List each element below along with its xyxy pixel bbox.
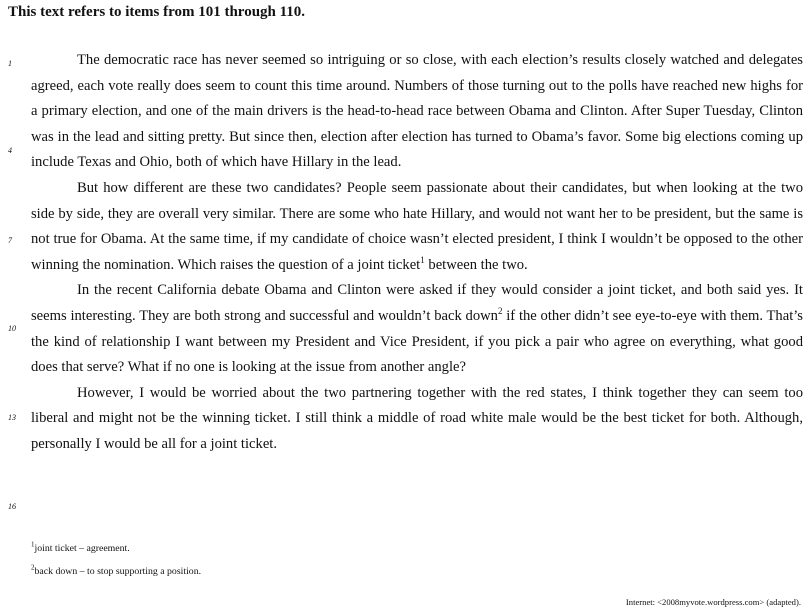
line-number: 1 (8, 59, 12, 68)
article-body (31, 48, 803, 458)
line-number: 16 (8, 502, 16, 511)
paragraph-4: However, I would be worried about the two partnering together with the red states, I think together they can seem too liberal and might not be the winning ticket. I still think a middle of road white male would be the best ticket for both. Although, personally I would be all for a joint ticket. (31, 384, 803, 452)
footnote-2: $^2$back down – to stop supporting a position. (31, 563, 202, 577)
paragraph-3: In the recent California debate Obama and Clinton were asked if they would consider a joint ticket, and both said yes. It seems interesting. They are both strong and successful and wouldn’t back down$^2$ if the other didn’t see eye-to-eye with them. That’s the kind of relationship I want between my President and Vice President, if you pick a pair who agree on everything, what good does that serve? What if no one is looking at the issue from another angle? (31, 282, 803, 376)
footnote-marker-2: 2 (497, 306, 503, 317)
line-number: 7 (8, 236, 12, 245)
line-number: 10 (8, 324, 16, 333)
source-citation: Internet: <2008myvote.wordpress.com> (adapted). (625, 597, 801, 607)
footnote-marker-1: 1 (420, 254, 425, 265)
line-number: 4 (8, 146, 12, 155)
header-instruction: This text refers to items from 101 through 110. (8, 4, 306, 20)
footnote-1: $^1$joint ticket – agreement. (31, 540, 130, 554)
paragraph-2: But how different are these two candidates? People seem passionate about their candidates, but when looking at the two side by side, they are overall very similar. There are some who hate Hillary, and would not want her to be president, but the same is not true for Obama. At the same time, if my candidate of choice wasn’t elected president, I think I wouldn’t be opposed to the other winning the nomination. Which raises the question of a joint ticket$^1$ between the two. (31, 179, 803, 273)
line-number: 13 (8, 413, 16, 422)
paragraph-1: The democratic race has never seemed so intriguing or so close, with each election’s results closely watched and delegates agreed, each vote really does seem to count this time around. Numbers of those turning out to the polls have reached new highs for a primary election, and one of the main drivers is the head-to-head race between Obama and Clinton. After Super Tuesday, Clinton was in the lead and sitting pretty. But since then, election after election has turned to Obama’s favor. Some big elections coming up include Texas and Ohio, both of which have Hillary in the lead. (31, 52, 803, 171)
